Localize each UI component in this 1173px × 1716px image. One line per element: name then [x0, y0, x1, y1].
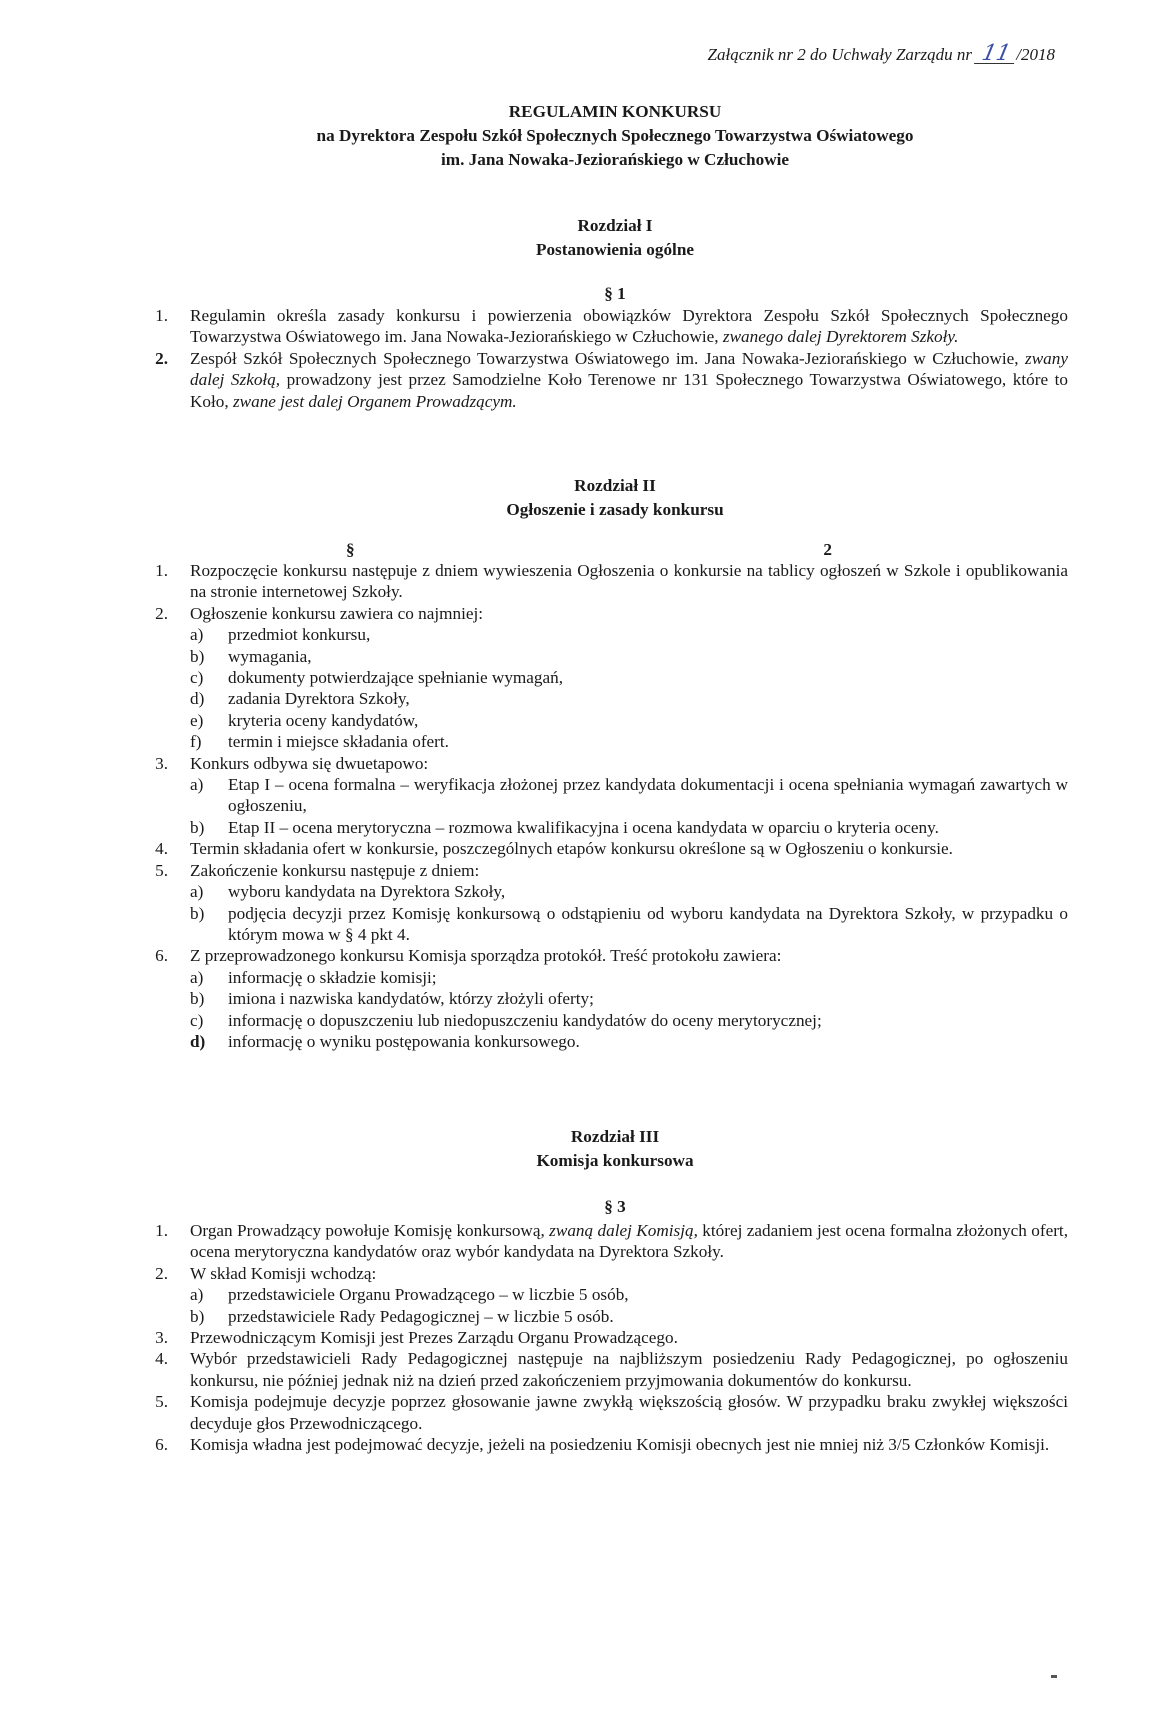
sub-item — [190, 646, 1068, 667]
sub-letter: d) — [190, 1031, 206, 1051]
title-line-1: REGULAMIN KONKURSU — [508, 102, 722, 121]
sub-text: kryteria oceny kandydatów, — [228, 710, 419, 730]
item-text: Termin składania ofert w konkursie, poszczególnych etapów konkursu określone są w Ogłoszeniu o konkursie. — [190, 839, 953, 859]
sub-item — [190, 967, 1068, 988]
list-item — [140, 1263, 1068, 1327]
sub-item — [190, 688, 1068, 709]
item-text: Przewodniczącym Komisji jest Prezes Zarządu Organu Prowadzącego. — [190, 1328, 678, 1348]
sub-text: Etap I – ocena formalna – weryfikacja złożonej przez kandydata dokumentacji i ocena spełniania wymagań zawartych w ogłoszeniu, — [228, 775, 1068, 816]
item-italic: zwaną dalej Komisją, — [549, 1221, 698, 1240]
sub-text: informację o wyniku postępowania konkursowego. — [228, 1031, 580, 1051]
list-item — [140, 305, 1068, 348]
item-text: Zakończenie konkursu następuje z dniem: — [190, 860, 480, 880]
item-italic: zwany dalej Szkołą, — [190, 348, 1068, 390]
sub-item — [190, 710, 1068, 731]
item-italic: zwanego dalej Dyrektorem Szkoły. — [722, 327, 959, 347]
sub-text: Etap II – ocena merytoryczna – rozmowa kwalifikacyjna i ocena kandydata w oparciu o kryteria oceny. — [228, 817, 939, 837]
item-text: prowadzony jest przez Samodzielne Koło Terenowe nr 131 Społecznego Towarzystwa Oświatowego, które to Koło, — [190, 370, 1069, 411]
item-number: 2. — [155, 1263, 168, 1283]
sub-text: dokumenty potwierdzające spełnianie wymagań, — [228, 668, 564, 688]
item-number: 5. — [155, 1392, 168, 1412]
sub-text: wymagania, — [228, 646, 312, 666]
sub-text: termin i miejsce składania ofert. — [228, 732, 449, 752]
sub-item — [190, 1031, 1068, 1052]
item-text: Z przeprowadzonego konkursu Komisja sporządza protokół. Treść protokołu zawiera: — [190, 946, 782, 966]
scan-speck — [1051, 1675, 1057, 1678]
sub-letter: b) — [190, 989, 205, 1009]
title-line-2: na Dyrektora Zespołu Szkół Społecznych Społecznego Towarzystwa Oświatowego — [316, 126, 914, 145]
sub-letter: b) — [190, 646, 205, 666]
item-number: 1. — [155, 561, 168, 580]
sub-letter: b) — [190, 817, 205, 837]
paragraph-2-sign — [140, 539, 1090, 560]
chapter-2-heading — [140, 474, 1090, 522]
chapter-3-list — [140, 1220, 1068, 1455]
paragraph-3-sign: § 3 — [604, 1197, 626, 1216]
sub-letter: a) — [190, 882, 204, 902]
list-item — [140, 1434, 1068, 1455]
chapter-3-heading — [140, 1125, 1090, 1173]
sub-letter: a) — [190, 1285, 204, 1305]
paragraph-1-sign: § 1 — [604, 284, 626, 303]
chapter-1-heading — [140, 214, 1090, 262]
document-title — [140, 100, 1090, 172]
item-number: 1. — [155, 1221, 168, 1240]
chapter-1-subtitle: Postanowienia ogólne — [535, 240, 695, 259]
sub-letter: b) — [190, 1306, 205, 1326]
sub-letter: b) — [190, 903, 205, 923]
sub-letter: a) — [190, 775, 204, 795]
item-italic: zwane jest dalej Organem Prowadzącym. — [232, 391, 517, 411]
sub-text: imiona i nazwiska kandydatów, którzy złożyli oferty; — [228, 989, 594, 1009]
item-text: Ogłoszenie konkursu zawiera co najmniej: — [190, 603, 484, 623]
item-number: 1. — [155, 306, 168, 325]
chapter-1-title: Rozdział I — [577, 216, 653, 235]
sub-letter: a) — [190, 967, 204, 987]
sub-text: informację o składzie komisji; — [228, 967, 437, 987]
list-item — [140, 1220, 1068, 1263]
item-number: 3. — [155, 1328, 168, 1348]
sub-text: zadania Dyrektora Szkoły, — [228, 689, 410, 709]
attachment-suffix: /2018 — [1016, 45, 1055, 64]
item-number: 6. — [155, 1435, 168, 1455]
item-number: 6. — [155, 946, 168, 966]
list-item — [140, 1327, 1068, 1348]
sub-text: wyboru kandydata na Dyrektora Szkoły, — [228, 882, 506, 902]
item-text: Regulamin określa zasady konkursu i powierzenia obowiązków Dyrektora Zespołu Szkół Społecznych Społecznego Towarzystwa Oświatowego im. Jana Nowaka-Jeziorańskiego w Człuchowie, — [190, 306, 1068, 347]
item-text: Organ Prowadzący powołuje Komisję konkursową, — [190, 1221, 550, 1240]
sub-letter: c) — [190, 1010, 204, 1030]
item-text: Rozpoczęcie konkursu następuje z dniem wywieszenia Ogłoszenia o konkursie na tablicy ogłoszeń w Szkole i opublikowania na stronie internetowej Szkoły. — [190, 561, 1068, 602]
item-text: Konkurs odbywa się dwuetapowo: — [190, 753, 429, 773]
item-text: W skład Komisji wchodzą: — [190, 1263, 377, 1283]
sub-item — [190, 667, 1068, 688]
item-number: 2. — [155, 348, 168, 368]
chapter-2-list — [140, 560, 1068, 1052]
item-number: 3. — [155, 753, 168, 773]
sub-item — [190, 1284, 1068, 1305]
list-item — [140, 838, 1068, 859]
sub-text: przedstawiciele Organu Prowadzącego – w liczbie 5 osób, — [228, 1285, 629, 1305]
sub-text: informację o dopuszczeniu lub niedopuszczeniu kandydatów do oceny merytorycznej; — [228, 1010, 822, 1030]
paragraph-number: 2 — [823, 540, 832, 559]
attachment-reference — [707, 41, 1055, 66]
sub-item — [190, 903, 1068, 946]
sub-item — [190, 1306, 1068, 1327]
sub-item — [190, 881, 1068, 902]
paragraph-symbol: § — [346, 540, 355, 559]
item-number: 2. — [155, 603, 168, 623]
sub-item — [190, 774, 1068, 817]
item-number: 4. — [155, 839, 168, 859]
list-item — [140, 603, 1068, 753]
attachment-prefix: Załącznik nr 2 do Uchwały Zarządu nr — [707, 45, 973, 64]
sub-text: podjęcia decyzji przez Komisję konkursową o odstąpieniu od wyboru kandydata na Dyrektora Szkoły, w przypadku o którym mowa w § 4 pkt 4. — [228, 903, 1068, 944]
item-text: której zadaniem jest ocena formalna złożonych ofert, ocena merytoryczna kandydatów oraz wybór kandydata na Dyrektora Szkoły. — [190, 1221, 1068, 1262]
chapter-2-title: Rozdział II — [574, 476, 656, 495]
sub-item — [190, 731, 1068, 752]
chapter-2-subtitle: Ogłoszenie i zasady konkursu — [506, 500, 724, 519]
sub-item — [190, 988, 1068, 1009]
list-item — [140, 860, 1068, 946]
list-item — [140, 753, 1068, 839]
list-item — [140, 1391, 1068, 1434]
item-text: Zespół Szkół Społecznych Społecznego Towarzystwa Oświatowego im. Jana Nowaka-Jeziorańskiego w Człuchowie, — [190, 348, 1026, 368]
item-text: Komisja władna jest podejmować decyzje, jeżeli na posiedzeniu Komisji obecnych jest nie mniej niż 3/5 Członków Komisji. — [190, 1435, 1050, 1455]
sub-item — [190, 817, 1068, 838]
sub-letter: a) — [190, 625, 204, 645]
chapter-3-subtitle: Komisja konkursowa — [536, 1151, 694, 1170]
sub-text: przedstawiciele Rady Pedagogicznej – w liczbie 5 osób. — [228, 1306, 614, 1326]
item-number: 4. — [155, 1349, 168, 1369]
item-number: 5. — [155, 860, 168, 880]
list-item — [140, 348, 1068, 412]
sub-item — [190, 624, 1068, 645]
chapter-1-list — [140, 305, 1068, 412]
sub-letter: e) — [190, 710, 204, 730]
sub-letter: f) — [190, 732, 202, 752]
sub-text: przedmiot konkursu, — [228, 625, 371, 645]
list-item — [140, 560, 1068, 603]
list-item — [140, 1348, 1068, 1391]
title-line-3: im. Jana Nowaka-Jeziorańskiego w Człuchowie — [440, 150, 790, 169]
handwritten-resolution-number: 11 — [974, 45, 1018, 64]
list-item — [140, 945, 1068, 1052]
item-text: Wybór przedstawicieli Rady Pedagogicznej następuje na najbliższym posiedzeniu Rady Pedagogicznej, po ogłoszeniu konkursu, nie później jednak niż na dzień przed zakończeniem przyjmowania dokumentów do konkursu. — [190, 1349, 1068, 1390]
sub-letter: c) — [190, 668, 204, 688]
sub-item — [190, 1010, 1068, 1031]
chapter-3-title: Rozdział III — [570, 1127, 660, 1146]
item-text: Komisja podejmuje decyzje poprzez głosowanie jawne zwykłą większością głosów. W przypadku braku zwykłej większości decyduje głos Przewodniczącego. — [190, 1392, 1068, 1433]
sub-letter: d) — [190, 689, 205, 709]
